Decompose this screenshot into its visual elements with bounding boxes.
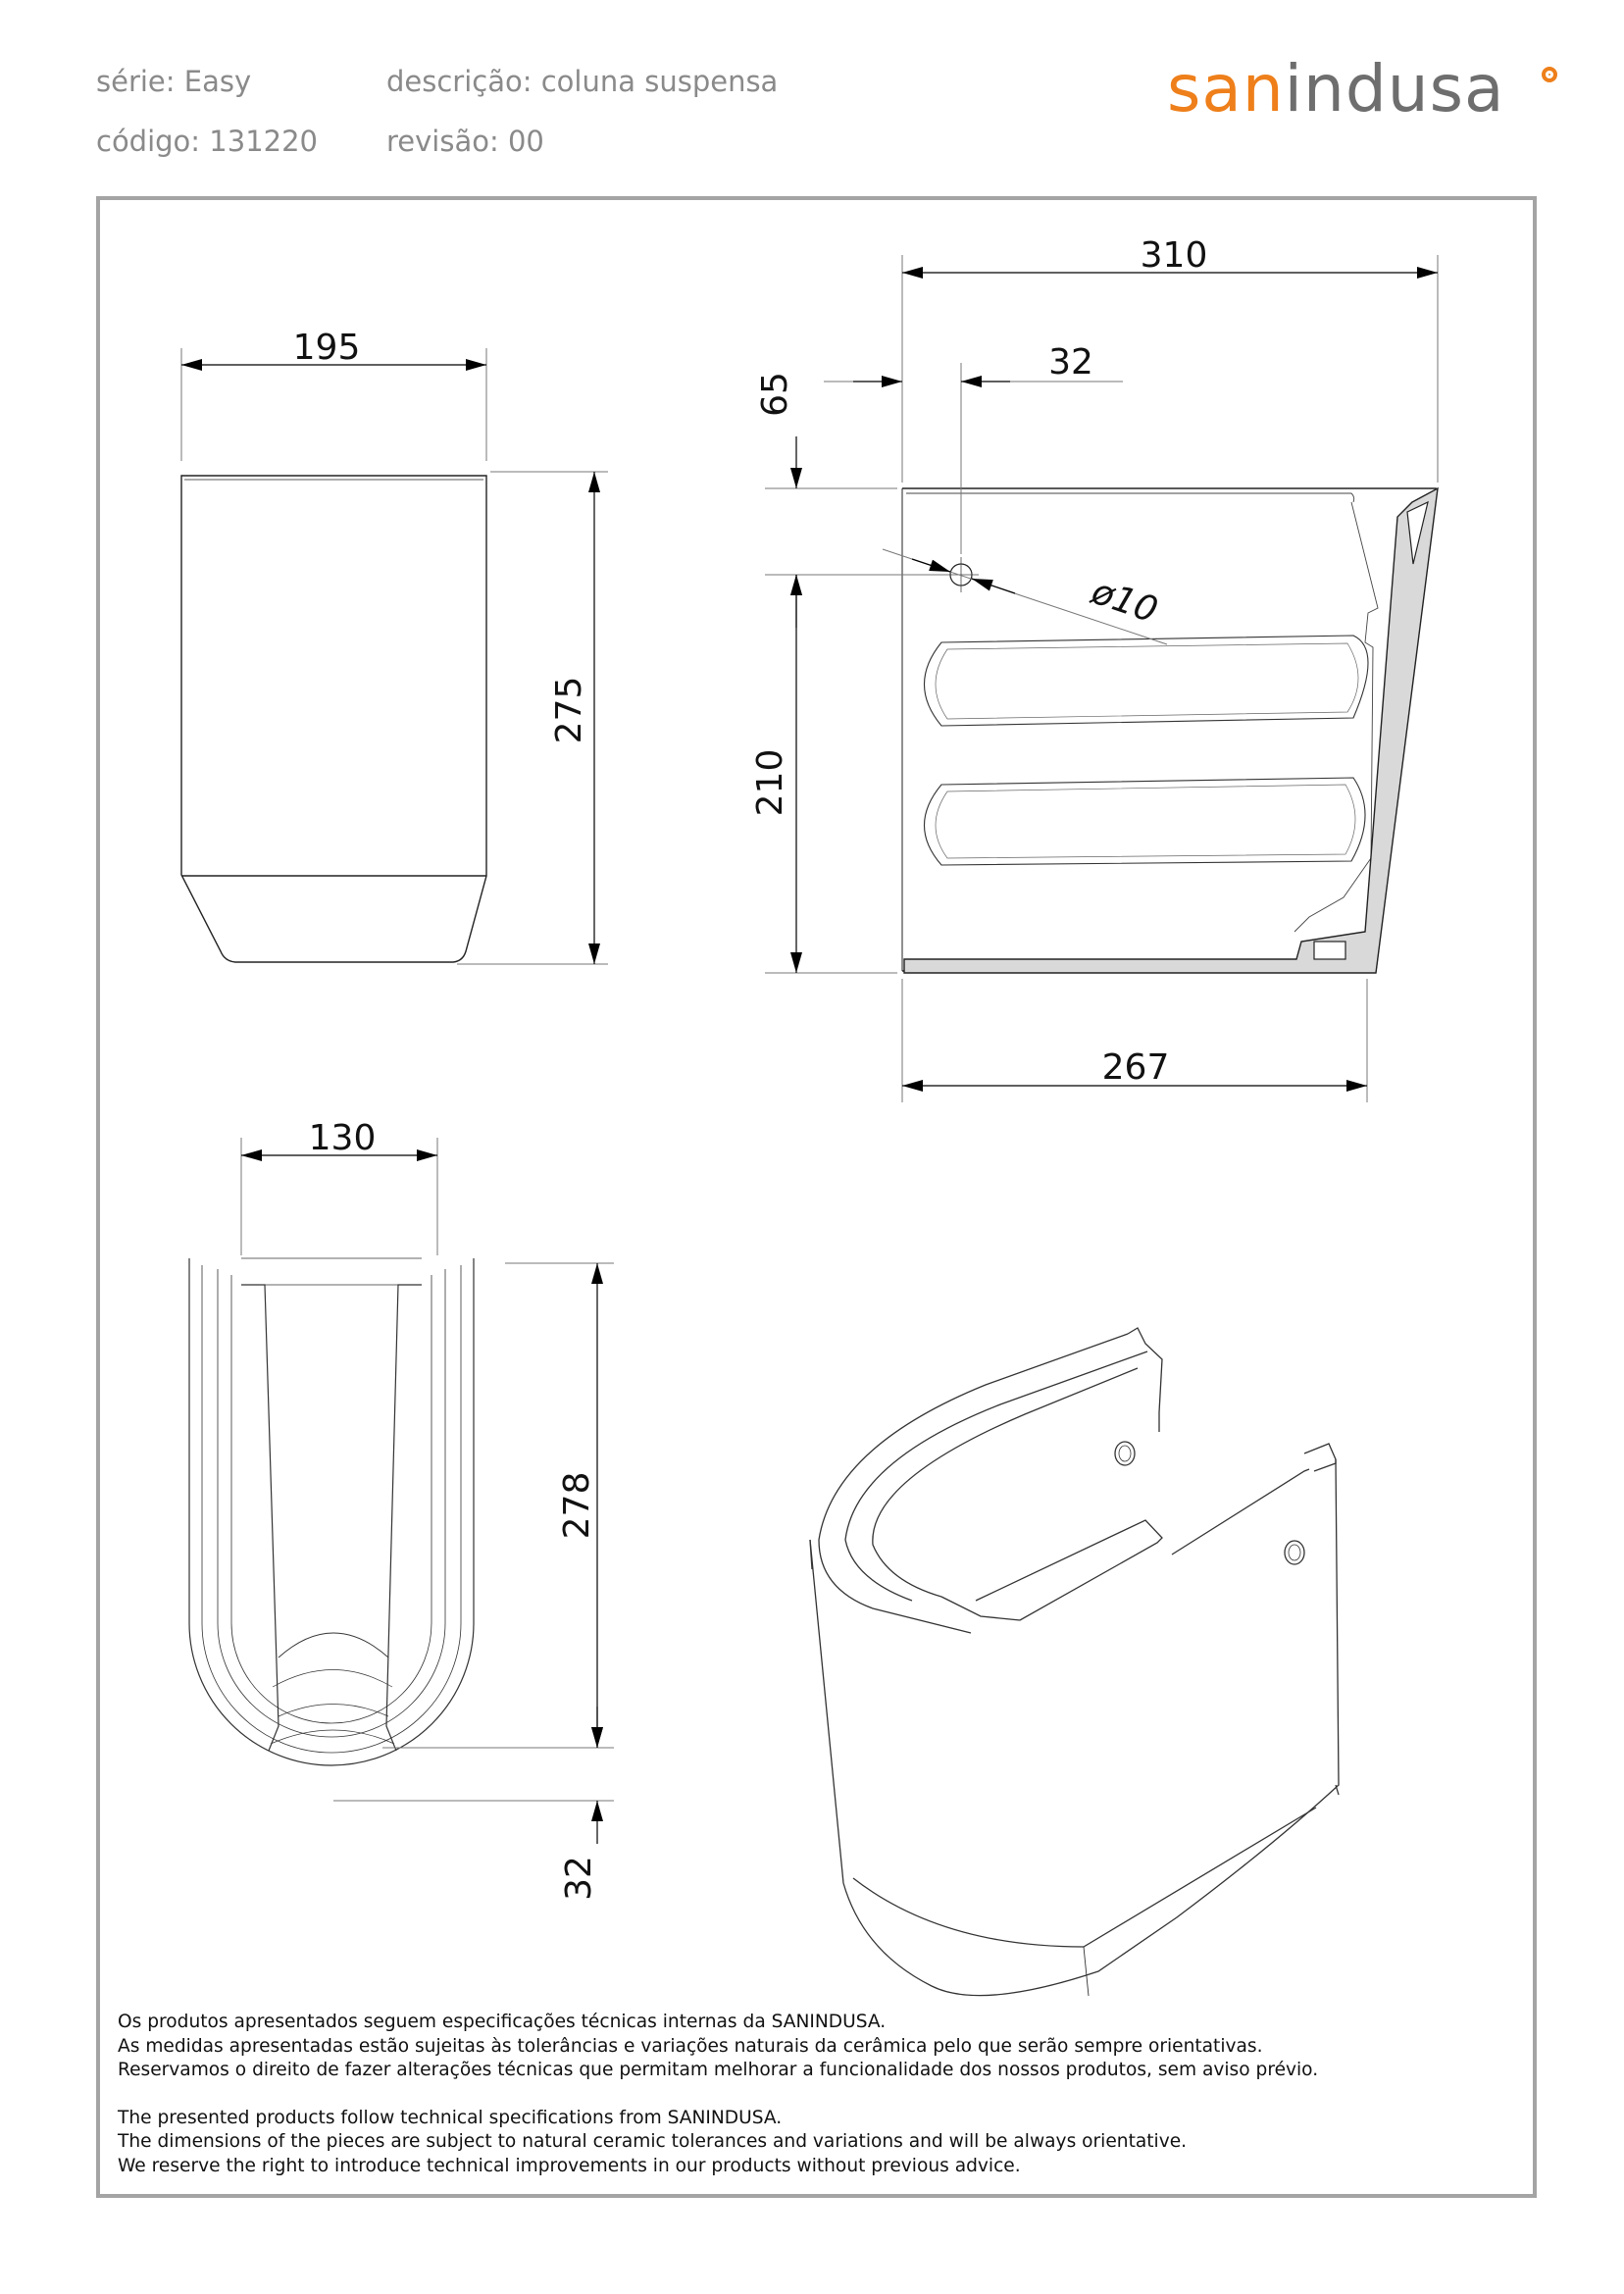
series-label: série: Easy <box>96 65 252 98</box>
top-view <box>189 1258 474 1765</box>
dim-front-width: 195 <box>292 328 361 368</box>
brand-logo-part1: san <box>1167 51 1285 127</box>
side-hole-diameter-dim-b <box>972 579 1015 593</box>
note-en-1: The presented products follow technical specifications from SANINDUSA. <box>118 2107 783 2128</box>
disclaimer-notes <box>118 2011 1318 2179</box>
dim-side-top-offset: 65 <box>755 372 795 417</box>
dim-top-wall: 32 <box>559 1856 599 1901</box>
note-pt-3: Reservamos o direito de fazer alterações técnicas que permitam melhorar a funcionalidade dos nossos produtos, sem aviso prévio. <box>118 2060 1319 2081</box>
note-en-3: We reserve the right to introduce technical improvements in our products without previous advice. <box>118 2155 1021 2176</box>
dim-side-height: 210 <box>750 748 790 817</box>
front-view <box>181 476 486 962</box>
dim-front-height: 275 <box>549 676 589 744</box>
brand-logo-part2: indusa <box>1284 51 1505 127</box>
front-dim-lines <box>181 348 608 964</box>
note-en-2: The dimensions of the pieces are subject to natural ceramic tolerances and variations and will be always orientative. <box>118 2131 1188 2153</box>
dim-side-total-width: 310 <box>1140 235 1208 276</box>
isometric-view <box>810 1328 1339 1996</box>
dim-side-base-width: 267 <box>1101 1047 1170 1088</box>
revision-label: revisão: 00 <box>386 125 544 158</box>
dim-side-hole-offset: 32 <box>1048 342 1093 382</box>
note-pt-2: As medidas apresentadas estão sujeitas às tolerâncias e variações naturais da cerâmica pelo que serão sempre orientativas. <box>118 2035 1263 2057</box>
dim-side-hole-diameter: ø10 <box>1086 571 1163 632</box>
dim-top-depth: 278 <box>557 1471 597 1540</box>
code-label: código: 131220 <box>96 125 318 158</box>
side-hole-diameter-dim-a <box>912 559 950 572</box>
dim-top-inner-width: 130 <box>308 1118 377 1158</box>
description-label: descrição: coluna suspensa <box>386 65 779 98</box>
note-pt-1: Os produtos apresentados seguem especificações técnicas internas da SANINDUSA. <box>118 2012 887 2032</box>
side-view <box>902 488 1438 973</box>
top-dim-lines <box>241 1138 614 1801</box>
